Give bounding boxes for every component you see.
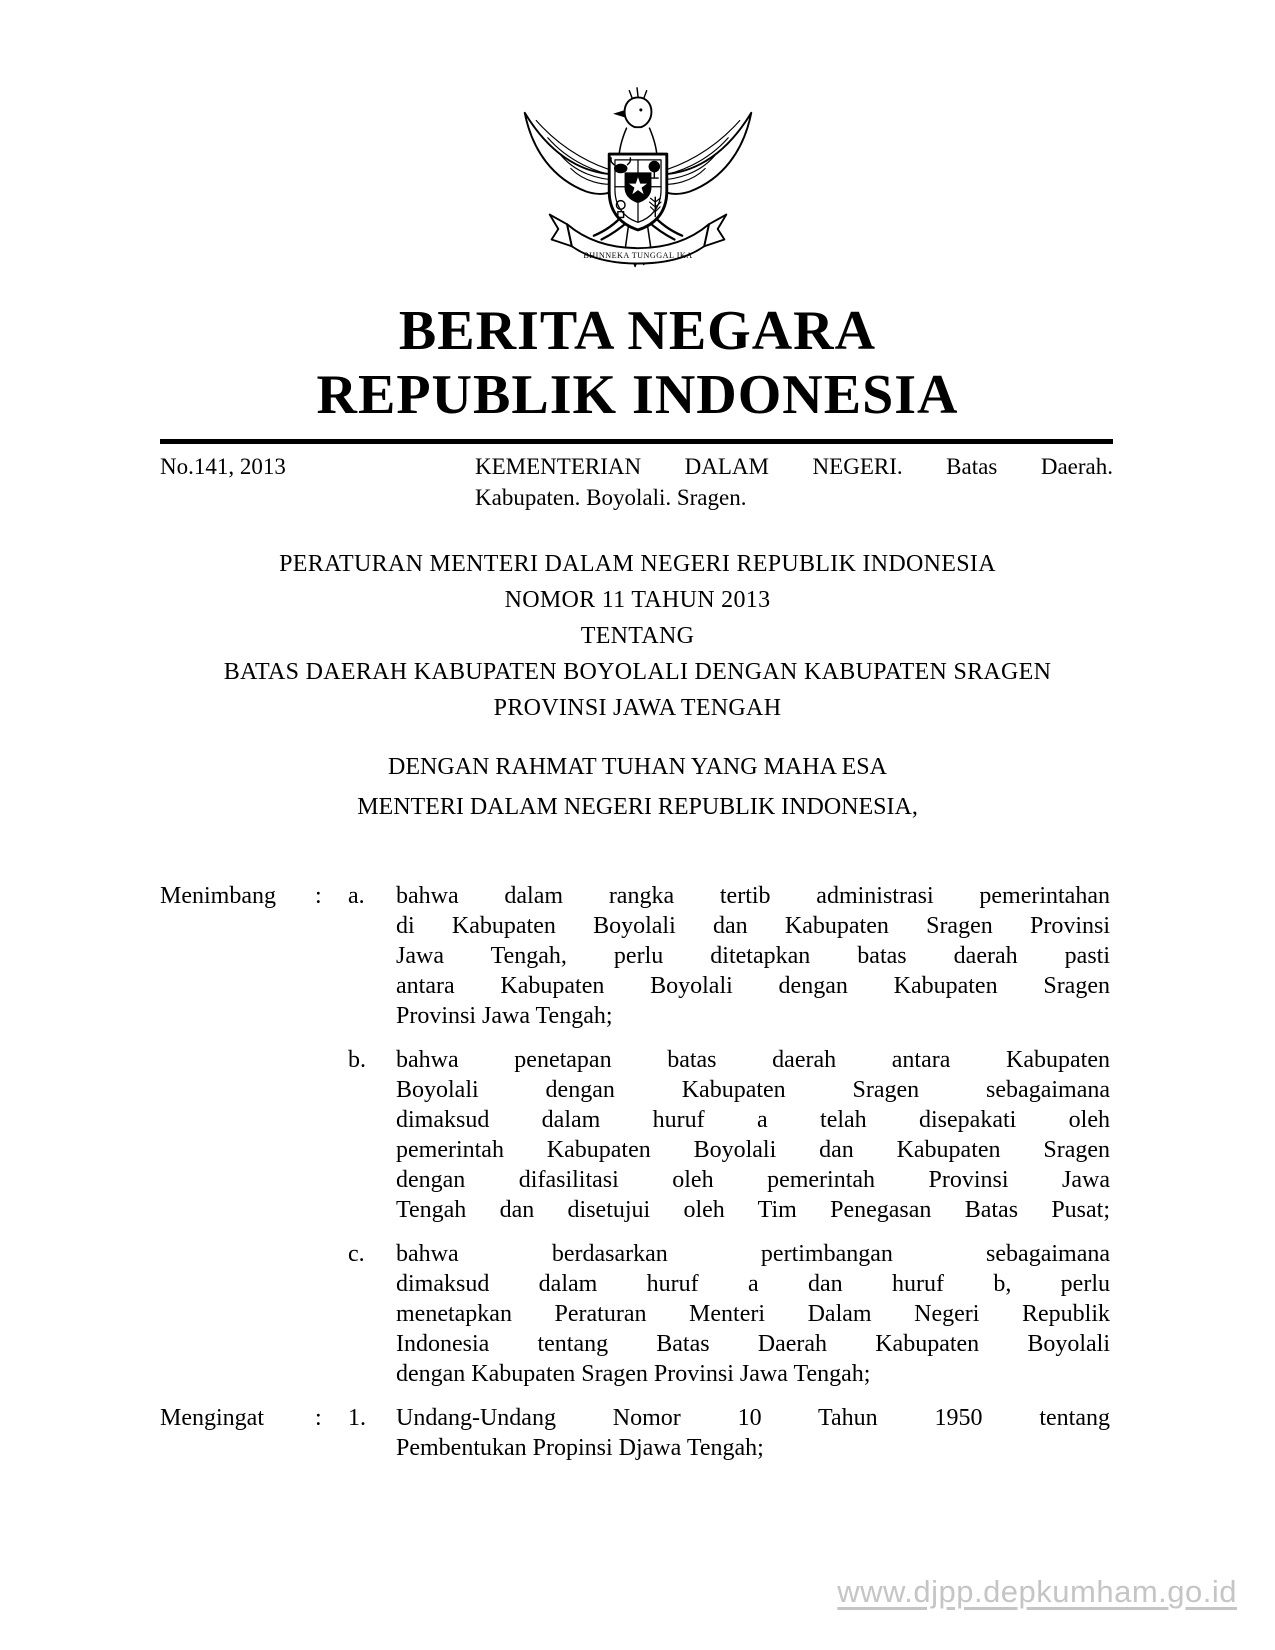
gazette-title-line-1: BERITA NEGARA — [398, 300, 877, 362]
item-marker: b. — [348, 1047, 366, 1073]
regulation-heading-line-4: BATAS DAERAH KABUPATEN BOYOLALI DENGAN KABUPATEN SRAGEN — [223, 659, 1052, 685]
issue-number: No.141, 2013 — [160, 454, 286, 479]
recalling-label: Mengingat — [160, 1405, 264, 1431]
item-text — [396, 1045, 1110, 1225]
recalling-section — [160, 1403, 1110, 1463]
text-line: dimaksud dalam huruf a dan huruf b, perlu — [396, 1271, 1110, 1297]
item-marker: a. — [348, 883, 365, 909]
invocation-block — [0, 747, 1275, 827]
subject-block — [475, 451, 1113, 513]
text-line: bahwa penetapan batas daerah antara Kabupaten — [396, 1047, 1110, 1073]
considering-colon: : — [315, 883, 322, 909]
text-line: antara Kabupaten Boyolali dengan Kabupaten Sragen — [396, 973, 1110, 999]
item-text — [396, 1239, 1110, 1389]
emblem-motto-text: BHINNEKA TUNGGAL IKA — [582, 250, 693, 260]
authority-line: MENTERI DALAM NEGERI REPUBLIK INDONESIA, — [357, 794, 918, 820]
masthead-divider-rule — [160, 439, 1113, 444]
gazette-title — [0, 299, 1275, 427]
recalling-items — [348, 1403, 1110, 1463]
regulation-heading — [0, 546, 1275, 726]
text-line: Jawa Tengah, perlu ditetapkan batas daerah pasti — [396, 943, 1110, 969]
text-line: Tengah dan disetujui oleh Tim Penegasan Batas Pusat; — [396, 1197, 1110, 1223]
watermark-url: www.djpp.depkumham.go.id — [837, 1574, 1237, 1609]
garuda-icon — [513, 84, 763, 276]
considering-items — [348, 881, 1110, 1389]
text-line: Undang-Undang Nomor 10 Tahun 1950 tentang — [396, 1405, 1110, 1431]
regulation-heading-line-3: TENTANG — [580, 623, 695, 649]
text-line: Pembentukan Propinsi Djawa Tengah; — [396, 1435, 764, 1461]
text-line: Provinsi Jawa Tengah; — [396, 1003, 613, 1029]
considering-item-a — [348, 881, 1110, 1031]
issue-row — [160, 451, 1113, 513]
regulation-heading-line-1: PERATURAN MENTERI DALAM NEGERI REPUBLIK INDONESIA — [279, 551, 996, 577]
text-line: bahwa dalam rangka tertib administrasi pemerintahan — [396, 883, 1110, 909]
subject-line-2: Kabupaten. Boyolali. Sragen. — [475, 485, 747, 510]
considering-item-b — [348, 1045, 1110, 1225]
item-text — [396, 881, 1110, 1031]
regulation-heading-line-2: NOMOR 11 TAHUN 2013 — [504, 587, 771, 613]
recalling-item-1 — [348, 1403, 1110, 1463]
text-line: menetapkan Peraturan Menteri Dalam Negeri Republik — [396, 1301, 1110, 1327]
text-line: dimaksud dalam huruf a telah disepakati oleh — [396, 1107, 1110, 1133]
item-marker: c. — [348, 1241, 365, 1267]
text-line: bahwa berdasarkan pertimbangan sebagaimana — [396, 1241, 1110, 1267]
item-text — [396, 1403, 1110, 1463]
recalling-colon: : — [315, 1405, 322, 1431]
preamble-clauses — [160, 881, 1110, 1463]
invocation-line: DENGAN RAHMAT TUHAN YANG MAHA ESA — [388, 754, 887, 780]
text-line: Indonesia tentang Batas Daerah Kabupaten Boyolali — [396, 1331, 1110, 1357]
garuda-pancasila-emblem — [0, 0, 1275, 281]
subject-line-1: KEMENTERIAN DALAM NEGERI. Batas Daerah. — [475, 454, 1113, 479]
text-line: Boyolali dengan Kabupaten Sragen sebagaimana — [396, 1077, 1110, 1103]
regulation-heading-line-5: PROVINSI JAWA TENGAH — [493, 695, 782, 721]
text-line: dengan Kabupaten Sragen Provinsi Jawa Tengah; — [396, 1361, 871, 1387]
item-marker: 1. — [348, 1405, 366, 1431]
considering-section — [160, 881, 1110, 1389]
text-line: di Kabupaten Boyolali dan Kabupaten Sragen Provinsi — [396, 913, 1110, 939]
text-line: pemerintah Kabupaten Boyolali dan Kabupaten Sragen — [396, 1137, 1110, 1163]
considering-label: Menimbang — [160, 883, 276, 909]
text-line: dengan difasilitasi oleh pemerintah Provinsi Jawa — [396, 1167, 1110, 1193]
gazette-title-line-2: REPUBLIK INDONESIA — [316, 364, 959, 426]
considering-item-c — [348, 1239, 1110, 1389]
